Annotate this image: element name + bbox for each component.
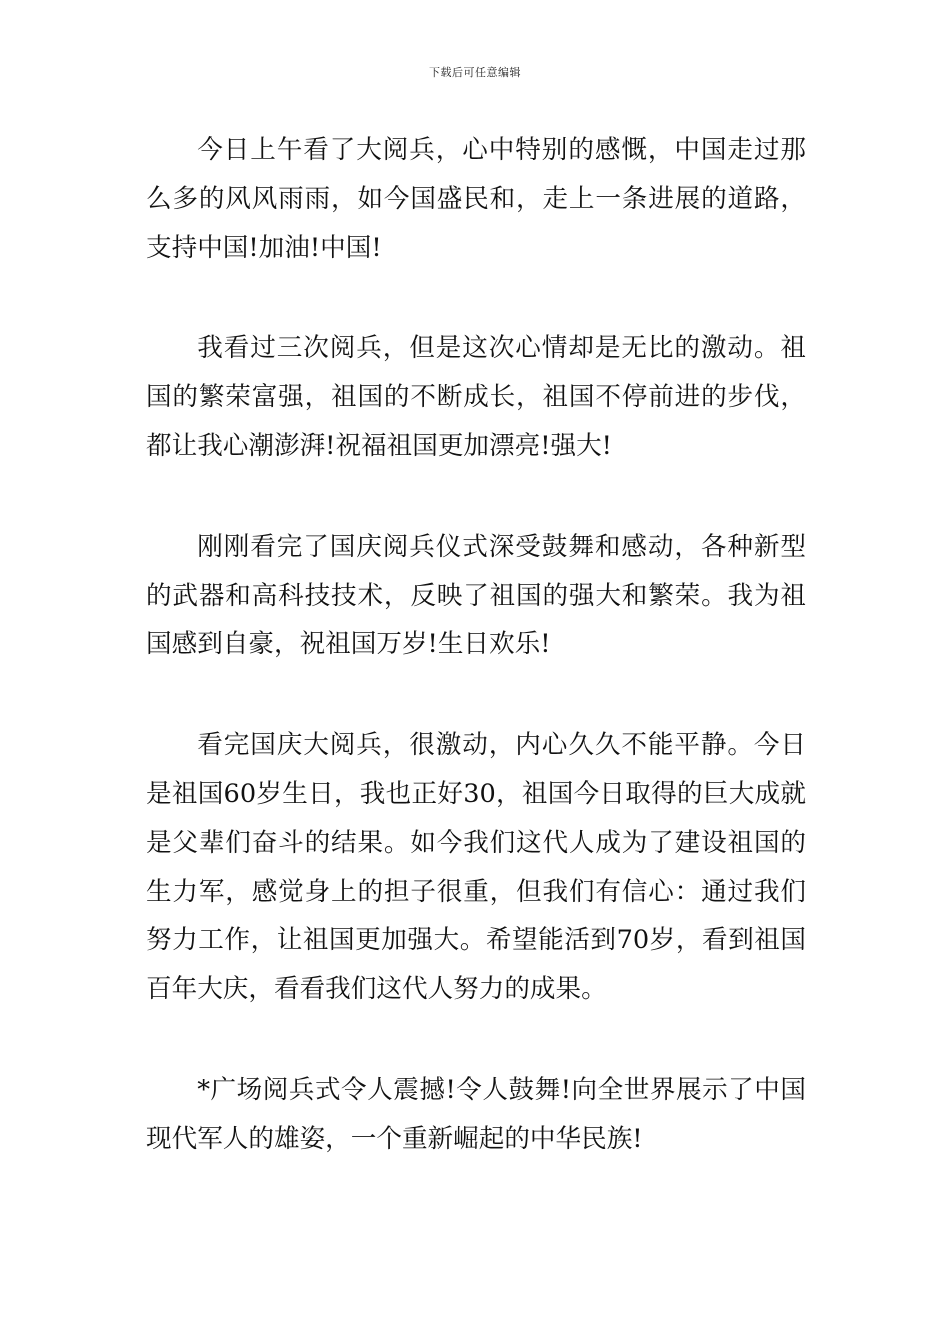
paragraph-4: 看完国庆大阅兵，很激动，内心久久不能平静。今日是祖国60岁生日，我也正好30，祖国今日取得的巨大成就是父辈们奋斗的结果。如今我们这代人成为了建设祖国的生力军，感觉身上的担子很重，但我们有信心：通过我们努力工作，让祖国更加强大。希望能活到70岁，看到祖国百年大庆，看看我们这代人努力的成果。 (146, 730, 806, 1005)
header-note: 下载后可任意编辑 (429, 66, 521, 79)
paragraph-3: 刚刚看完了国庆阅兵仪式深受鼓舞和感动，各种新型的武器和高科技技术，反映了祖国的强大和繁荣。我为祖国感到自豪，祝祖国万岁!生日欢乐! (146, 531, 806, 660)
paragraph-1: 今日上午看了大阅兵，心中特别的感慨，中国走过那么多的风风雨雨，如今国盛民和，走上一条进展的道路，支持中国!加油!中国! (146, 135, 806, 263)
paragraph-2: 我看过三次阅兵，但是这次心情却是无比的激动。祖国的繁荣富强，祖国的不断成长，祖国不停前进的步伐，都让我心潮澎湃!祝福祖国更加漂亮!强大! (146, 333, 806, 461)
document-body (146, 126, 806, 1216)
paragraph-5: *广场阅兵式令人震撼!令人鼓舞!向全世界展示了中国现代军人的雄姿，一个重新崛起的中华民族! (146, 1074, 806, 1154)
